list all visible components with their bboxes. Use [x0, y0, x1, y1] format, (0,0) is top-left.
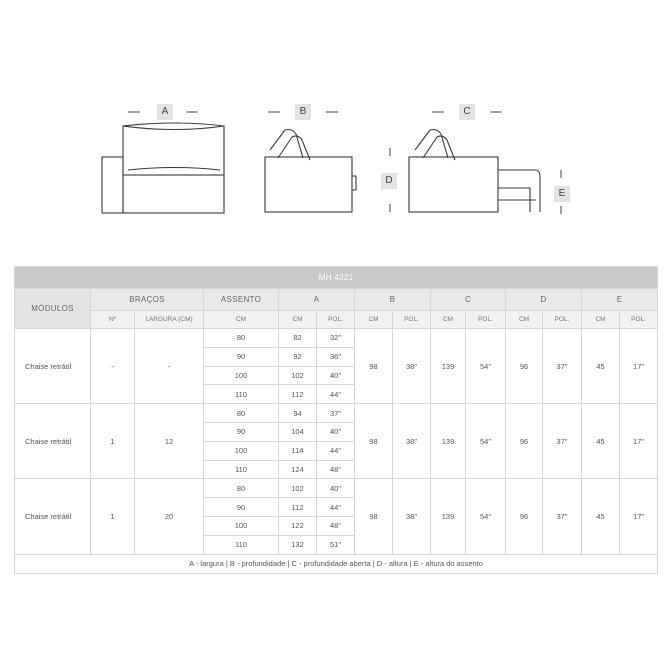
cell-e-cm: 45 — [582, 479, 620, 554]
spec-table — [14, 266, 658, 574]
cell-a-pol: 40" — [317, 479, 355, 498]
header-d: D — [506, 289, 582, 311]
cell-d-pol: 37" — [543, 479, 582, 554]
cell-d-cm: 96 — [506, 404, 543, 479]
cell-bracos-n: - — [91, 329, 135, 404]
cell-a-pol: 48" — [317, 460, 355, 479]
header-b: B — [355, 289, 431, 311]
subheader-e-pol: POL. — [620, 311, 658, 329]
cell-d-pol: 37" — [543, 404, 582, 479]
cell-assento: 100 — [204, 366, 279, 385]
dimension-label-c: C — [459, 104, 475, 120]
cell-assento: 80 — [204, 329, 279, 348]
cell-assento: 100 — [204, 441, 279, 460]
cell-bracos-largura: 20 — [135, 479, 204, 554]
cell-b-pol: 38" — [393, 329, 431, 404]
cell-bracos-largura: - — [135, 329, 204, 404]
legend-row — [15, 554, 658, 573]
spec-table-container — [14, 266, 657, 574]
cell-assento: 110 — [204, 535, 279, 554]
cell-bracos-largura: 12 — [135, 404, 204, 479]
cell-a-cm: 102 — [279, 479, 317, 498]
cell-c-pol: 54" — [466, 404, 506, 479]
cell-b-cm: 98 — [355, 479, 393, 554]
cell-modulo: Chaise retrátil — [15, 479, 91, 554]
cell-e-cm: 45 — [582, 404, 620, 479]
cell-assento: 80 — [204, 404, 279, 423]
cell-b-cm: 98 — [355, 404, 393, 479]
subheader-c-cm: CM — [431, 311, 466, 329]
cell-a-pol: 44" — [317, 498, 355, 517]
cell-a-cm: 114 — [279, 441, 317, 460]
cell-a-pol: 32" — [317, 329, 355, 348]
subheader-d-pol: POL. — [543, 311, 582, 329]
header-e: E — [582, 289, 658, 311]
table-row — [15, 479, 658, 498]
subheader-a-cm: CM — [279, 311, 317, 329]
subheader-assento-cm: CM — [204, 311, 279, 329]
cell-a-pol: 51" — [317, 535, 355, 554]
cell-e-cm: 45 — [582, 329, 620, 404]
cell-a-cm: 94 — [279, 404, 317, 423]
cell-assento: 100 — [204, 516, 279, 535]
header-bracos: BRAÇOS — [91, 289, 204, 311]
cell-bracos-n: 1 — [91, 404, 135, 479]
cell-b-pol: 38" — [393, 479, 431, 554]
header-a: A — [279, 289, 355, 311]
cell-assento: 110 — [204, 385, 279, 404]
cell-assento: 90 — [204, 422, 279, 441]
subheader-d-cm: CM — [506, 311, 543, 329]
cell-a-pol: 36" — [317, 347, 355, 366]
cell-modulo: Chaise retrátil — [15, 329, 91, 404]
subheader-n: Nº — [91, 311, 135, 329]
cell-a-cm: 124 — [279, 460, 317, 479]
cell-assento: 90 — [204, 347, 279, 366]
product-drawings — [0, 0, 670, 250]
dimension-label-e: E — [554, 186, 570, 202]
header-c: C — [431, 289, 506, 311]
cell-d-cm: 96 — [506, 329, 543, 404]
cell-a-cm: 92 — [279, 347, 317, 366]
cell-c-pol: 54" — [466, 329, 506, 404]
cell-a-cm: 82 — [279, 329, 317, 348]
cell-c-cm: 139 — [431, 329, 466, 404]
cell-e-pol: 17" — [620, 329, 658, 404]
header-modulos: MÓDULOS — [15, 289, 91, 329]
cell-c-cm: 139 — [431, 404, 466, 479]
cell-assento: 110 — [204, 460, 279, 479]
side-open-view-drawing — [390, 112, 561, 214]
front-view-drawing — [102, 112, 224, 213]
cell-a-cm: 104 — [279, 422, 317, 441]
cell-a-pol: 44" — [317, 385, 355, 404]
sofa-line-drawings — [0, 0, 670, 250]
subheader-c-pol: POL. — [466, 311, 506, 329]
cell-a-pol: 37" — [317, 404, 355, 423]
cell-a-cm: 112 — [279, 498, 317, 517]
cell-a-pol: 48" — [317, 516, 355, 535]
side-view-drawing — [265, 112, 356, 212]
cell-b-cm: 98 — [355, 329, 393, 404]
cell-a-cm: 112 — [279, 385, 317, 404]
cell-b-pol: 38" — [393, 404, 431, 479]
cell-a-pol: 40" — [317, 366, 355, 385]
cell-modulo: Chaise retrátil — [15, 404, 91, 479]
subheader-b-pol: POL. — [393, 311, 431, 329]
cell-d-pol: 37" — [543, 329, 582, 404]
table-row — [15, 329, 658, 348]
cell-a-cm: 132 — [279, 535, 317, 554]
cell-a-cm: 102 — [279, 366, 317, 385]
cell-d-cm: 96 — [506, 479, 543, 554]
cell-c-pol: 54" — [466, 479, 506, 554]
subheader-largura: LARGURA (CM) — [135, 311, 204, 329]
table-body — [15, 329, 658, 574]
subheader-b-cm: CM — [355, 311, 393, 329]
subheader-a-pol: POL. — [317, 311, 355, 329]
cell-c-cm: 139 — [431, 479, 466, 554]
cell-e-pol: 17" — [620, 479, 658, 554]
cell-assento: 80 — [204, 479, 279, 498]
dimension-label-d: D — [381, 173, 397, 189]
dimension-label-b: B — [295, 104, 311, 120]
dimension-label-a: A — [157, 104, 173, 120]
dimension-legend: A - largura | B - profundidade | C - profundidade aberta | D - altura | E - altura do assento — [15, 554, 658, 573]
cell-bracos-n: 1 — [91, 479, 135, 554]
table-row — [15, 404, 658, 423]
subheader-e-cm: CM — [582, 311, 620, 329]
cell-assento: 90 — [204, 498, 279, 517]
cell-e-pol: 17" — [620, 404, 658, 479]
header-assento: ASSENTO — [204, 289, 279, 311]
cell-a-pol: 44" — [317, 441, 355, 460]
cell-a-cm: 122 — [279, 516, 317, 535]
cell-a-pol: 40" — [317, 422, 355, 441]
table-title: MH 4221 — [15, 267, 658, 289]
